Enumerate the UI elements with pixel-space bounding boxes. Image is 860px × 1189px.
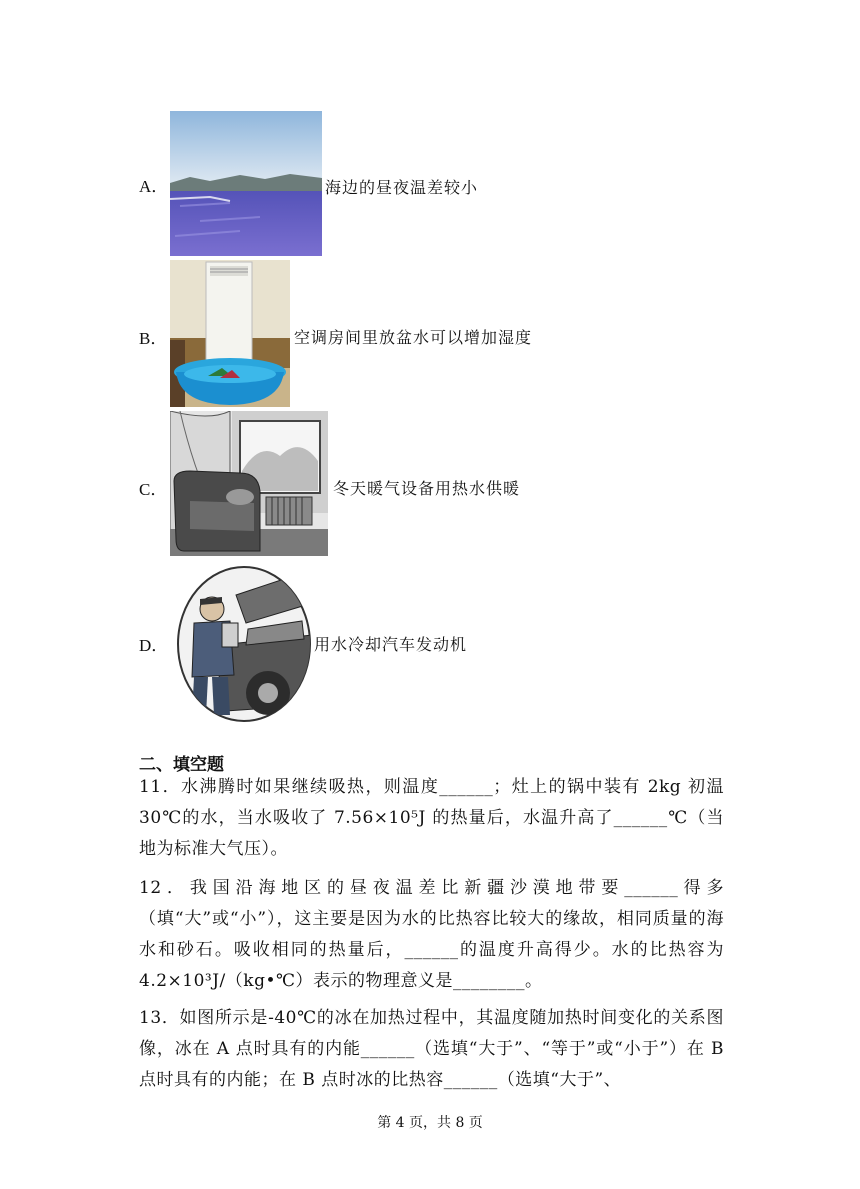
option-c-caption-wrap — [333, 476, 520, 499]
option-b-caption-wrap — [294, 325, 532, 348]
option-d-caption-wrap — [314, 632, 467, 655]
option-d — [139, 631, 168, 656]
option-a-caption-wrap — [325, 175, 478, 198]
question-13: 13．如图所示是-40℃的冰在加热过程中，其温度随加热时间变化的关系图像，冰在 A 点时具有的内能______（选填“大于”、“等于”或“小于”）在 B 点时具有的内能；在 B 点时冰的比热容______（选填“大于”、 — [139, 1008, 724, 1090]
option-c-caption: 冬天暖气设备用热水供暖 — [333, 479, 521, 498]
car-engine-cooling-illustration — [176, 565, 312, 723]
question-12: 12．我国沿海地区的昼夜温差比新疆沙漠地带要______得多（填“大”或“小”），这主要是因为水的比热容比较大的缘故，相同质量的海水和砂石。吸收相同的热量后，______的温度升高得少。水的比热容为 4.2×10³J/（kg•℃）表示的物理意义是________。 — [139, 878, 724, 991]
section-title: 二、填空题 — [139, 755, 224, 775]
option-b-caption: 空调房间里放盆水可以增加湿度 — [294, 328, 533, 347]
option-c — [139, 475, 167, 500]
option-b — [139, 324, 167, 349]
option-d-caption: 用水冷却汽车发动机 — [314, 635, 468, 654]
radiator-heating-illustration — [170, 411, 328, 556]
page-footer: 第 4 页，共 8 页 — [377, 1115, 483, 1131]
option-a-caption: 海边的昼夜温差较小 — [325, 178, 479, 197]
question-11: 11．水沸腾时如果继续吸热，则温度______；灶上的锅中装有 2kg 初温 30℃的水，当水吸收了 7.56×10⁵J 的热量后，水温升高了______℃（当地为标准大气压）。 — [139, 777, 724, 859]
seaside-photo — [170, 111, 322, 256]
option-b-letter: B． — [139, 329, 168, 348]
option-d-letter: D． — [139, 636, 169, 655]
option-a — [139, 172, 168, 197]
option-a-letter: A． — [139, 177, 169, 196]
option-c-letter: C． — [139, 480, 168, 499]
air-conditioner-room-photo — [170, 260, 290, 407]
